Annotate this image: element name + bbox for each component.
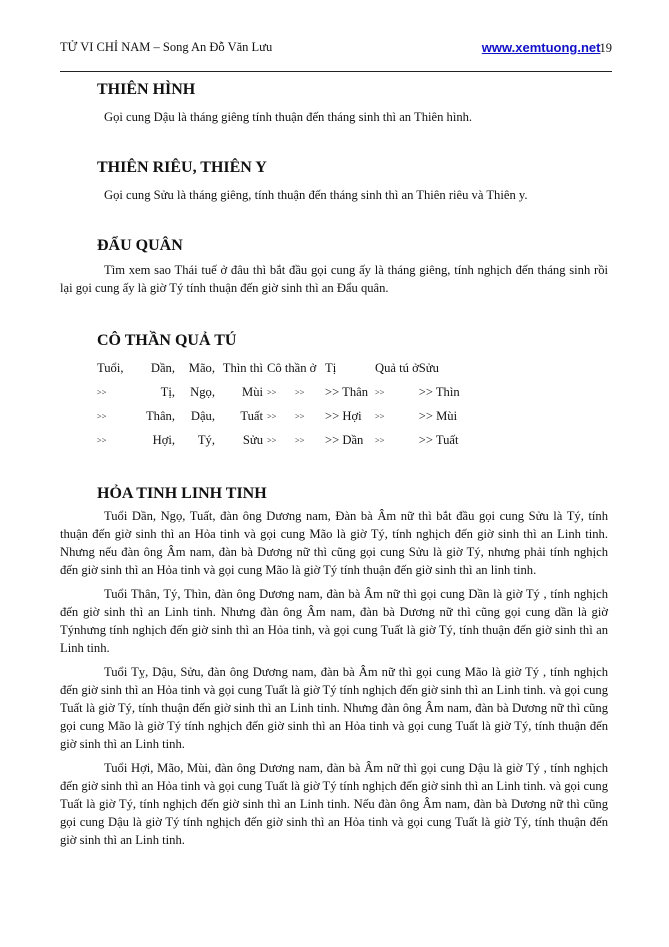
section-title: HỎA TINH LINH TINH	[97, 485, 267, 502]
table-cell: >>	[267, 435, 277, 445]
section-thien-rieu	[60, 158, 608, 204]
table-row	[97, 356, 473, 380]
table-cell: >>	[97, 411, 107, 421]
page-number: 19	[599, 41, 612, 55]
table-cell: Sửu	[418, 361, 439, 375]
table-cell: >> Dần	[325, 433, 364, 447]
book-title: TỬ VI CHỈ NAM – Song An Đỗ Văn Lưu	[60, 40, 273, 54]
paragraph: Tuổi Dần, Ngọ, Tuất, đàn ông Dương nam, Đàn bà Âm nữ thì bắt đầu gọi cung Sửu là Tý, tính thuận đến giờ sinh thì an Hỏa tinh và gọi cung Mão là giờ Tý, tính nghịch đến giờ sinh thì an Linh tinh. Nhưng nếu đàn ông Âm nam, đàn bà Dương nữ thì cũng gọi cung Sửu là giờ Tý, nhưng phải tính nghịch đến giờ sinh thì an Hỏa tinh và gọi cung Mão là giờ Tý tính thuận đến giờ sinh thì an linh tinh.	[60, 509, 608, 577]
table-cell: Mão,	[188, 361, 215, 375]
table-cell: Dần,	[150, 361, 175, 375]
paragraph: Tuổi Thân, Tý, Thìn, đàn ông Dương nam, đàn bà Âm nữ thì gọi cung Dần là giờ Tý , tính nghịch đến giờ sinh thì an Linh tinh. Nhưng đàn ông Âm nam, đàn bà Dương nữ thì cũng gọi cung dần là giờ Týnhưng tính nghịch đến giờ sinh thì an Hỏa tinh, và gọi cung Tuất là giờ Tý, tính thuận đến giờ sinh thì an Linh tinh.	[60, 587, 608, 655]
table-cell: Tị	[325, 361, 337, 375]
table-cell: Thân,	[145, 409, 175, 423]
table-cell: Sửu	[242, 433, 263, 447]
section-thien-hinh	[60, 80, 608, 126]
section-title: CÔ THẦN QUẢ TÚ	[97, 332, 237, 349]
table-cell: Tuổi,	[97, 361, 124, 375]
table-row	[97, 428, 473, 452]
table-cell: >>	[375, 411, 385, 421]
co-than-table	[97, 356, 473, 452]
section-dau-quan	[60, 236, 608, 297]
table-cell: >>	[267, 387, 277, 397]
table-cell: >>	[295, 387, 305, 397]
table-cell: >>	[295, 411, 305, 421]
table-row	[97, 404, 473, 428]
section-title: ĐẨU QUÂN	[97, 237, 183, 254]
table-cell: >>	[295, 435, 305, 445]
header-right	[482, 40, 612, 56]
page-header	[60, 40, 612, 60]
table-cell: Mùi	[242, 385, 263, 399]
table-cell: Quả tú ở	[375, 361, 419, 375]
table-cell: Thìn thì	[222, 361, 263, 375]
paragraph: Tuổi Tỵ, Dậu, Sửu, đàn ông Dương nam, đàn bà Âm nữ thì gọi cung Mão là giờ Tý , tính nghịch đến giờ sinh thì an Hỏa tinh và gọi cung Tuất là giờ Tý tính nghịch đến giờ sinh thì an Linh tinh. và gọi cung Tuất là giờ Tý, tính thuận đến giờ sinh thì an Linh tinh. Nhưng đàn ông Âm nam, đàn bà Dương nữ thì cũng gọi cung Mão là giờ Tý tính nghịch đến giờ sinh thì an Hỏa tinh và gọi cung Tuất là giờ Tý, tính thuận đến giờ sinh thì an Linh tinh.	[60, 665, 608, 751]
table-cell: Ngọ,	[190, 385, 215, 399]
section-text: Tìm xem sao Thái tuế ở đâu thì bắt đầu gọi cung ấy là tháng giêng, tính nghịch đến tháng sinh rồi lại gọi cung ấy là giờ Tý tính thuận đến giờ sinh thì an Đẩu quân.	[60, 263, 608, 295]
section-title: THIÊN HÌNH	[97, 81, 196, 98]
table-cell: Tị,	[160, 385, 175, 399]
table-cell: >>	[97, 435, 107, 445]
table-cell: Cô thần ở	[267, 361, 317, 375]
section-title: THIÊN RIÊU, THIÊN Y	[97, 159, 267, 176]
table-row	[97, 380, 473, 404]
table-cell: >> Mùi	[418, 409, 458, 423]
table-cell: >>	[267, 411, 277, 421]
section-text: Gọi cung Sửu là tháng giêng, tính thuận đến tháng sinh thì an Thiên riêu và Thiên y.	[104, 188, 528, 202]
table-cell: Tý,	[197, 433, 215, 447]
table-cell: >> Thân	[325, 385, 369, 399]
website-link[interactable]: www.xemtuong.net	[481, 40, 601, 55]
table-cell: >> Tuất	[418, 433, 459, 447]
table-cell: >> Hợi	[325, 409, 362, 423]
paragraph: Tuổi Hợi, Mão, Mùi, đàn ông Dương nam, đàn bà Âm nữ thì gọi cung Dậu là giờ Tý , tính nghịch đến giờ sinh thì an Hỏa tinh và gọi cung Tuất là giờ Tý tính nghịch đến giờ sinh thì an Linh tinh. và gọi cung Tuất là giờ Tý, tính nghịch đến giờ sinh thì an Linh tinh. Nếu đàn ông Âm nam, đàn bà Dương nữ thì cũng gọi cung Dậu là giờ Tý tính nghịch đến giờ sinh thì an Hỏa tinh và gọi cung Tuất là giờ Tý, tính thuận đến giờ sinh thì an Linh tinh.	[60, 761, 608, 847]
table-cell: Tuất	[240, 409, 263, 423]
table-cell: Dậu,	[190, 409, 215, 423]
table-cell: >>	[97, 387, 107, 397]
table-cell: >>	[375, 435, 385, 445]
section-text: Gọi cung Dậu là tháng giêng tính thuận đến tháng sinh thì an Thiên hình.	[104, 110, 473, 124]
section-co-than	[60, 331, 608, 452]
section-hoa-tinh	[60, 484, 608, 849]
table-cell: Hợi,	[152, 433, 175, 447]
header-divider	[60, 71, 612, 72]
table-cell: >>	[375, 387, 385, 397]
table-cell: >> Thìn	[418, 385, 460, 399]
